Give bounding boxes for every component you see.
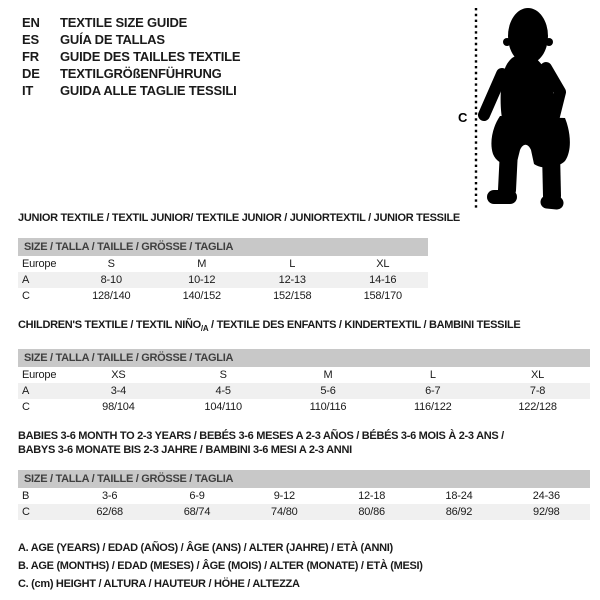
table-row bbox=[18, 383, 590, 399]
size-cell: 110/116 bbox=[309, 401, 347, 414]
size-cell: S bbox=[107, 258, 115, 270]
language-row bbox=[22, 65, 240, 82]
size-cell: 18-24 bbox=[445, 490, 473, 503]
figure-toddler bbox=[450, 0, 600, 215]
table-title-text: /A bbox=[200, 324, 209, 334]
size-cell: 116/122 bbox=[414, 401, 452, 414]
size-cell: 92/98 bbox=[533, 506, 560, 519]
language-label: TEXTILE SIZE GUIDE bbox=[60, 15, 188, 30]
language-list bbox=[22, 14, 240, 99]
size-cell: 8-10 bbox=[100, 274, 122, 286]
size-cell: 152/158 bbox=[273, 290, 312, 302]
size-cell: 140/152 bbox=[182, 290, 221, 302]
size-cell: 158/170 bbox=[363, 290, 402, 302]
row-label: Europe bbox=[22, 258, 57, 270]
size-cell: 104/110 bbox=[204, 401, 242, 414]
language-code: FR bbox=[22, 49, 39, 64]
size-cell: 4-5 bbox=[215, 385, 231, 398]
size-cell: 12-18 bbox=[358, 490, 386, 503]
size-header-bar: SIZE / TALLA / TAILLE / GRÖSSE / TAGLIA bbox=[18, 349, 590, 367]
language-code: DE bbox=[22, 66, 40, 81]
language-code: IT bbox=[22, 83, 34, 98]
footnote: B. AGE (MONTHS) / EDAD (MESES) / ÂGE (MOIS) / ALTER (MONATE) / ETÀ (MESI) bbox=[18, 560, 423, 572]
table-row bbox=[18, 272, 428, 288]
table-row bbox=[18, 288, 428, 304]
size-cell: 7-8 bbox=[529, 385, 546, 398]
toddler-figure-svg bbox=[450, 0, 600, 215]
size-cell: 9-12 bbox=[273, 490, 295, 503]
table-row bbox=[18, 256, 428, 272]
size-cell: 6-9 bbox=[189, 490, 205, 503]
size-cell: 5-6 bbox=[320, 385, 336, 398]
size-cell: 80/86 bbox=[358, 506, 385, 519]
table-title bbox=[18, 318, 592, 336]
language-row bbox=[22, 48, 240, 65]
size-cell: XS bbox=[111, 369, 126, 382]
size-tables bbox=[18, 211, 592, 520]
size-cell: S bbox=[219, 369, 227, 382]
language-row bbox=[22, 14, 240, 31]
size-cell: 62/68 bbox=[96, 506, 123, 519]
size-cell: 86/92 bbox=[445, 506, 473, 519]
size-cell: 6-7 bbox=[425, 385, 441, 398]
language-code: EN bbox=[22, 15, 40, 30]
row-label: A bbox=[22, 274, 30, 286]
size-cell: 128/140 bbox=[92, 290, 131, 302]
row-label: Europe bbox=[22, 369, 57, 382]
size-cell: 3-6 bbox=[102, 490, 118, 503]
size-cell: 122/128 bbox=[518, 401, 557, 414]
table-title-text: CHILDREN'S TEXTILE / TEXTIL NIÑO bbox=[18, 319, 201, 331]
row-label: A bbox=[22, 385, 30, 398]
table-title bbox=[18, 211, 592, 225]
size-cell: XL bbox=[376, 258, 390, 270]
size-cell: M bbox=[323, 369, 333, 382]
size-cell: 3-4 bbox=[110, 385, 127, 398]
table-row bbox=[18, 488, 590, 504]
size-cell: 14-16 bbox=[369, 274, 397, 286]
language-label: GUIDA ALLE TAGLIE TESSILI bbox=[60, 83, 237, 98]
size-cell: 10-12 bbox=[188, 274, 216, 286]
footnotes bbox=[18, 539, 423, 593]
table-title bbox=[18, 429, 592, 457]
row-label: B bbox=[22, 490, 30, 503]
size-cell: L bbox=[429, 369, 436, 382]
language-row bbox=[22, 82, 240, 99]
footnote: C. (cm) HEIGHT / ALTURA / HAUTEUR / HÖHE / ALTEZZA bbox=[18, 578, 300, 590]
size-cell: XL bbox=[531, 369, 545, 382]
size-cell: 74/80 bbox=[271, 506, 298, 519]
table-title-text: JUNIOR TEXTILE / TEXTIL JUNIOR/ TEXTILE JUNIOR / JUNIORTEXTIL / JUNIOR TESSILE bbox=[18, 212, 460, 224]
row-label: C bbox=[22, 290, 30, 302]
size-cell: 12-13 bbox=[278, 274, 306, 286]
language-label: GUÍA DE TALLAS bbox=[60, 32, 165, 47]
size-table bbox=[18, 429, 592, 520]
table-title-text: BABYS 3-6 MONATE BIS 2-3 JAHRE / BAMBINI 3-6 MESI A 2-3 ANNI bbox=[18, 444, 352, 457]
size-table bbox=[18, 318, 592, 415]
toddler-silhouette-icon bbox=[484, 8, 570, 203]
size-header-bar: SIZE / TALLA / TAILLE / GRÖSSE / TAGLIA bbox=[18, 238, 428, 256]
size-cell: M bbox=[197, 258, 207, 270]
row-label: C bbox=[22, 506, 30, 519]
size-cell: 68/74 bbox=[183, 506, 211, 519]
size-cell: L bbox=[289, 258, 296, 270]
table-row bbox=[18, 504, 590, 520]
table-title-text: / TEXTILE DES ENFANTS / KINDERTEXTIL / BAMBINI TESSILE bbox=[208, 319, 521, 331]
footnote: A. AGE (YEARS) / EDAD (AÑOS) / ÂGE (ANS) / ALTER (JAHRE) / ETÀ (ANNI) bbox=[18, 542, 393, 554]
size-table bbox=[18, 211, 592, 304]
measure-label-c: C bbox=[458, 110, 468, 125]
size-header-bar: SIZE / TALLA / TAILLE / GRÖSSE / TAGLIA bbox=[18, 470, 590, 488]
language-row bbox=[22, 31, 240, 48]
row-label: C bbox=[22, 401, 30, 414]
language-label: TEXTILGRÖßENFÜHRUNG bbox=[60, 66, 222, 81]
table-row bbox=[18, 399, 590, 415]
table-title-text: BABIES 3-6 MONTH TO 2-3 YEARS / BEBÉS 3-6 MESES A 2-3 AÑOS / BÉBÉS 3-6 MOIS À 2-3 ANS / bbox=[18, 430, 504, 443]
table-row bbox=[18, 367, 590, 383]
size-cell: 24-36 bbox=[532, 490, 560, 503]
language-code: ES bbox=[22, 32, 39, 47]
size-cell: 98/104 bbox=[102, 401, 135, 414]
language-label: GUIDE DES TAILLES TEXTILE bbox=[60, 49, 241, 64]
